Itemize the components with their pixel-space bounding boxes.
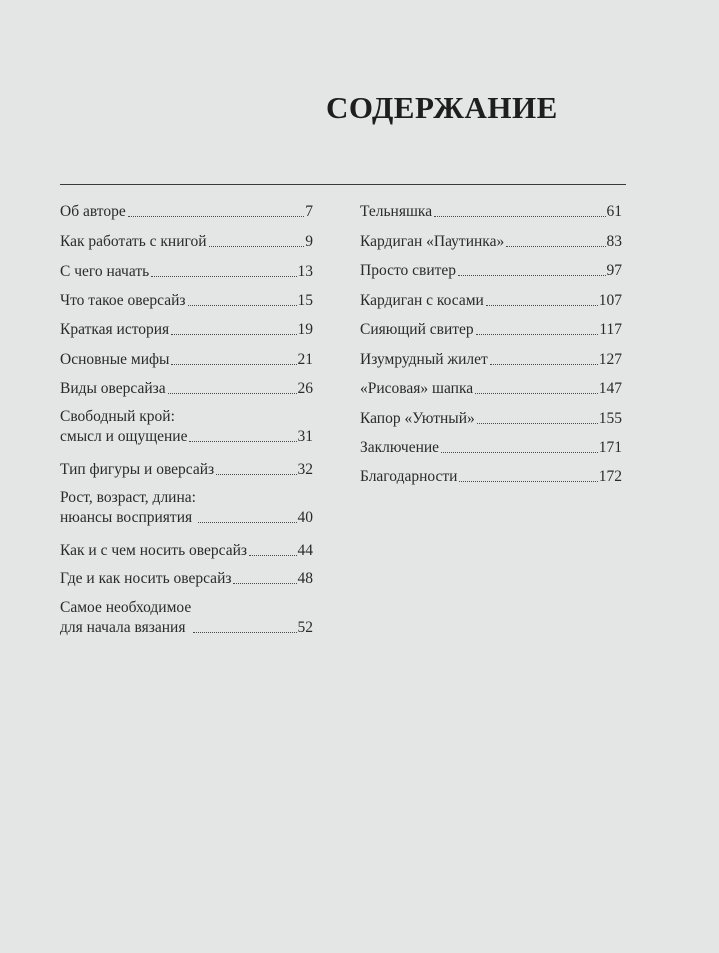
toc-entry [360, 202, 622, 222]
dot-leader [441, 452, 598, 453]
dot-leader [476, 334, 599, 335]
toc-entry [60, 407, 313, 447]
dot-leader [486, 305, 598, 306]
dot-leader [477, 423, 598, 424]
toc-entry [60, 569, 313, 589]
toc-entry-label: Капор «Уютный» [360, 410, 475, 427]
toc-entry-page-number: 19 [297, 321, 313, 338]
toc-entry [60, 460, 313, 480]
toc-entry [60, 291, 313, 311]
toc-entry-label: Заключение [360, 439, 440, 456]
dot-leader [151, 276, 296, 277]
toc-entry [60, 262, 313, 282]
toc-entry [60, 232, 313, 252]
dot-leader [249, 555, 297, 556]
toc-entry-page-number: 107 [598, 292, 622, 309]
toc-entry-label: Просто свитер [360, 262, 457, 279]
dot-leader [193, 632, 296, 633]
toc-entry [360, 409, 622, 429]
toc-entry [360, 291, 622, 311]
toc-entry-page-number: 155 [598, 410, 622, 427]
toc-entry [360, 438, 622, 458]
toc-entry-label: Краткая история [60, 321, 170, 338]
divider-line [60, 184, 626, 185]
dot-leader [188, 305, 297, 306]
page-title: СОДЕРЖАНИЕ [326, 90, 558, 125]
toc-entry-page-number: 52 [297, 619, 313, 636]
dot-leader [216, 474, 296, 475]
toc-entry-label: Как работать с книгой [60, 233, 207, 250]
dot-leader [209, 246, 305, 247]
toc-entry-page-number: 171 [598, 439, 622, 456]
toc-entry-label: Кардиган с косами [360, 292, 484, 309]
toc-entry-page-number: 31 [297, 428, 313, 445]
toc-entry-page-number: 7 [305, 203, 313, 220]
toc-entry-page-number: 147 [598, 380, 622, 397]
dot-leader [168, 393, 297, 394]
toc-entry-page-number: 13 [297, 263, 313, 280]
toc-entry-page-number: 48 [297, 570, 313, 587]
toc-entry-label: Где и как носить оверсайз [60, 570, 232, 587]
toc-entry [60, 488, 313, 528]
toc-entry-label: Изумрудный жилет [360, 351, 488, 368]
toc-entry [60, 598, 313, 638]
dot-leader [434, 216, 605, 217]
toc-entry-page-number: 15 [297, 292, 313, 309]
toc-entry-page-number: 117 [599, 321, 622, 338]
dot-leader [459, 481, 597, 482]
toc-entry [360, 261, 622, 281]
toc-entry-page-number: 21 [297, 351, 313, 368]
toc-entry [360, 232, 622, 252]
toc-entry [60, 320, 313, 340]
toc-entry [60, 379, 313, 399]
toc-entry-label: Об авторе [60, 203, 126, 220]
dot-leader [171, 364, 296, 365]
toc-entry-page-number: 83 [606, 233, 622, 250]
toc-entry [360, 320, 622, 340]
toc-entry-page-number: 44 [297, 542, 313, 559]
toc-entry-label: «Рисовая» шапка [360, 380, 474, 397]
dot-leader [233, 583, 296, 584]
toc-entry [360, 379, 622, 399]
dot-leader [458, 275, 605, 276]
toc-entry-label: Виды оверсайза [60, 380, 166, 397]
toc-entry-label: Сияющий свитер [360, 321, 474, 338]
dot-leader [189, 441, 296, 442]
toc-entry-label: С чего начать [60, 263, 150, 280]
toc-entry [60, 350, 313, 370]
toc-entry-label: Кардиган «Паутинка» [360, 233, 505, 250]
toc-entry-label: Рост, возраст, длина: нюансы восприятия [60, 489, 196, 526]
dot-leader [475, 393, 598, 394]
toc-entry-page-number: 40 [297, 509, 313, 526]
toc-entry-page-number: 26 [297, 380, 313, 397]
toc-entry [60, 541, 313, 561]
toc-entry-label: Тип фигуры и оверсайз [60, 461, 215, 478]
toc-entry [60, 202, 313, 222]
toc-entry-page-number: 127 [598, 351, 622, 368]
toc-entry-page-number: 61 [606, 203, 622, 220]
toc-entry-page-number: 97 [606, 262, 622, 279]
dot-leader [128, 216, 305, 217]
toc-entry-label: Что такое оверсайз [60, 292, 186, 309]
toc-entry-page-number: 172 [598, 468, 622, 485]
toc-entry-page-number: 9 [305, 233, 313, 250]
toc-entry-label: Самое необходимое для начала вязания [60, 599, 192, 636]
dot-leader [171, 334, 296, 335]
toc-entry-label: Тельняшка [360, 203, 433, 220]
toc-entry-page-number: 32 [297, 461, 313, 478]
toc-entry [360, 467, 622, 487]
toc-entry [360, 350, 622, 370]
toc-entry-label: Благодарности [360, 468, 458, 485]
dot-leader [198, 522, 297, 523]
dot-leader [490, 364, 598, 365]
toc-entry-label: Основные мифы [60, 351, 170, 368]
dot-leader [506, 246, 605, 247]
toc-entry-label: Свободный крой: смысл и ощущение [60, 408, 188, 445]
toc-entry-label: Как и с чем носить оверсайз [60, 542, 247, 559]
